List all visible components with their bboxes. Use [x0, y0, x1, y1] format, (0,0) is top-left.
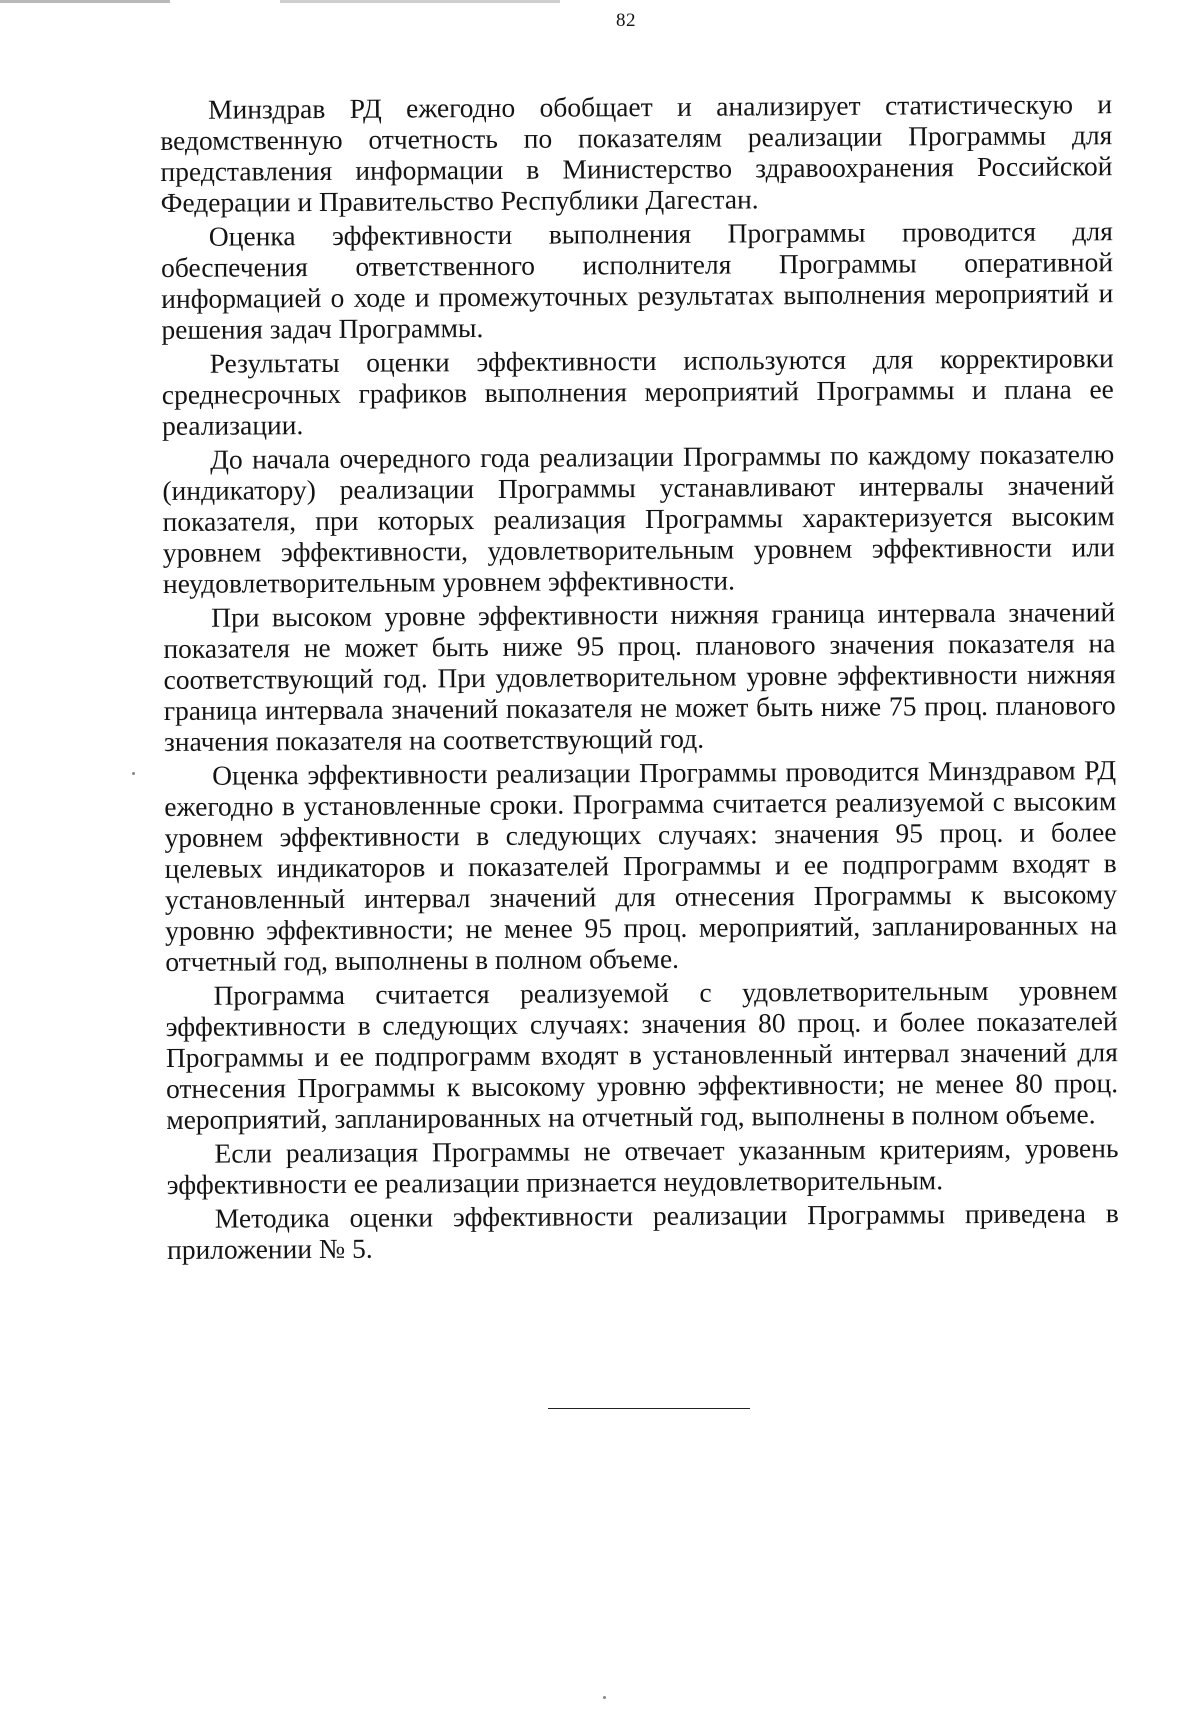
document-body: [160, 88, 1119, 1268]
paragraph-evaluation-purpose: Оценка эффективности выполнения Программы проводится для обеспечения ответственного исполнителя Программы оперативной информацией о ходе и промежуточных результатах выполнения мероприятий и решения задач Программы.: [160, 215, 1114, 345]
scan-speck: [603, 1696, 606, 1699]
scan-speck: [132, 772, 135, 775]
paragraph-methodology-reference: Методика оценки эффективности реализации Программы приведена в приложении № 5.: [166, 1197, 1119, 1265]
paragraph-high-efficiency: Оценка эффективности реализации Программы проводится Минздравом РД ежегодно в установленные сроки. Программа считается реализуемой с высоким уровнем эффективности в следующих случаях: значения 95 проц. и более целевых индикаторов и показателей Программы и ее подпрограмм входят в установленный интервал значений для отнесения Программы к высокому уровню эффективности; не менее 95 проц. мероприятий, запланированных на отчетный год, выполнены в полном объеме.: [164, 754, 1118, 977]
paragraph-reporting: Минздрав РД ежегодно обобщает и анализирует статистическую и ведомственную отчетность по показателям реализации Программы для представления информации в Министерство здравоохранения Российской Федерации и Правительство Республики Дагестан.: [160, 88, 1113, 218]
page-number: 82: [616, 10, 636, 31]
scan-border-mark: [0, 0, 170, 3]
paragraph-unsatisfactory-efficiency: Если реализация Программы не отвечает указанным критериям, уровень эффективности ее реализации признается неудовлетворительным.: [166, 1132, 1119, 1200]
end-of-section-rule: [548, 1408, 750, 1409]
scan-border-mark: [280, 0, 560, 3]
paragraph-indicator-intervals: До начала очередного года реализации Программы по каждому показателю (индикатору) реализации Программы устанавливают интервалы значений показателя, при которых реализация Программы характеризуется высоким уровнем эффективности, удовлетворительным уровнем эффективности или неудовлетворительным уровнем эффективности.: [162, 438, 1115, 599]
paragraph-satisfactory-efficiency: Программа считается реализуемой с удовлетворительным уровнем эффективности в следующих случаях: значения 80 проц. и более показателей Программы и ее подпрограмм входят в установленный интервал значений для отнесения Программы к высокому уровню эффективности; не менее 80 проц. мероприятий, запланированных на отчетный год, выполнены в полном объеме.: [165, 974, 1119, 1135]
paragraph-evaluation-results: Результаты оценки эффективности используются для корректировки среднесрочных графиков выполнения мероприятий Программы и плана ее реализации.: [161, 342, 1114, 441]
paragraph-interval-bounds: При высоком уровне эффективности нижняя граница интервала значений показателя не может быть ниже 95 проц. планового значения показателя на соответствующий год. При удовлетворительном уровне эффективности нижняя граница интервала значений показателя не может быть ниже 75 проц. планового значения показателя на соответствующий год.: [163, 596, 1116, 757]
